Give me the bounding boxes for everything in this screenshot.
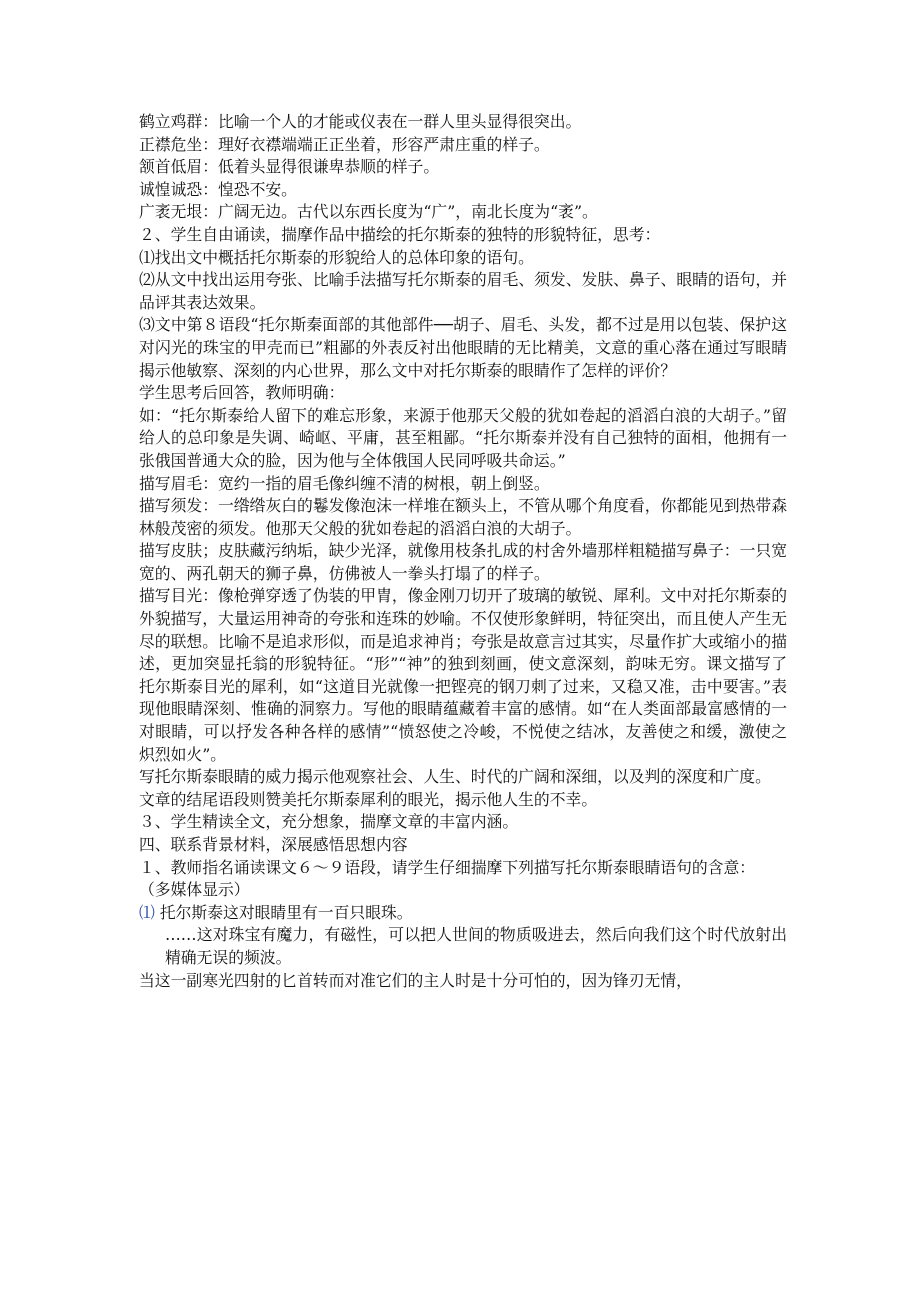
question-2: ⑵从文中找出运用夸张、比喻手法描写托尔斯泰的眉毛、须发、发肤、鼻子、眼睛的语句，并品评其表达效果。 bbox=[139, 270, 787, 312]
quote-list-item bbox=[139, 902, 787, 925]
definition-chenghuang: 诚惶诚恐：惶恐不安。 bbox=[139, 179, 297, 199]
step-2-heading: ２、学生自由诵读，揣摩作品中描绘的托尔斯泰的独特的形貌特征，思考： bbox=[139, 224, 661, 244]
describe-hair: 描写须发：一绺绺灰白的鬈发像泡沫一样堆在额头上，不管从哪个角度看，你都能见到热带森林般茂密的须发。他那天父般的犹如卷起的滔滔白浪的大胡子。 bbox=[139, 496, 787, 538]
describe-skin-nose: 描写皮肤；皮肤藏污纳垢，缺少光泽，就像用枝条扎成的村舍外墙那样粗糙描写鼻子：一只宽宽的、两孔朝天的狮子鼻，仿佛被人一拳头打塌了的样子。 bbox=[139, 541, 787, 583]
definition-zhengjin: 正襟危坐：理好衣襟端端正正坐着，形容严肃庄重的样子。 bbox=[139, 134, 550, 154]
definition-heliji: 鹤立鸡群：比喻一个人的才能或仪表在一群人里头显得很突出。 bbox=[139, 112, 582, 131]
step-1-instruction: １、教师指名诵读课文６～９语段，请学生仔细揣摩下列描写托尔斯泰眼睛语句的含意： bbox=[139, 857, 756, 877]
overall-impression: 如：“托尔斯泰给人留下的难忘形象，来源于他那天父般的犹如卷起的滔滔白浪的大胡子。”留给人的总印象是失调、崎岖、平庸，甚至粗鄙。“托尔斯泰并没有自己独特的面相，他拥有一张俄国普通大众的脸，因为他与全体俄国人民同呼吸共命运。” bbox=[139, 405, 787, 470]
describe-eyes: 描写目光：像枪弹穿透了伪装的甲胄，像金刚刀切开了玻璃的敏锐、犀利。文中对托尔斯泰的外貌描写，大量运用神奇的夸张和连珠的妙喻。不仅使形象鲜明，特征突出，而且使人产生无尽的联想。比喻不是追求形似，而是追求神肖；夸张是故意言过其实，尽量作扩大或缩小的描述，更加突显托翁的形貌特征。“形”“神”的独到刻画，使文意深刻，韵味无穷。课文描写了托尔斯泰目光的犀利，如“这道目光就像一把铿亮的钢刀刺了过来，又稳又准，击中要害。”表现他眼睛深刻、惟确的洞察力。写他的眼睛蕴藏着丰富的感情。如“在人类面部最富感情的一对眼睛，可以抒发各种各样的感情”“愤怒使之冷峻，不悦使之结冰，友善使之和缓，激使之炽烈如火”。 bbox=[139, 586, 787, 764]
question-3: ⑶文中第８语段“托尔斯秦面部的其他部件──胡子、眉毛、头发，都不过是用以包装、保护这对闪光的珠宝的甲壳而已”粗鄙的外表反衬出他眼睛的无比精美，文意的重心落在通过写眼睛揭示他敏察、深刻的内心世界，那么文中对托尔斯泰的眼睛作了怎样的评价？ bbox=[139, 315, 787, 380]
definition-hanshou: 颔首低眉：低着头显得很谦卑恭顺的样子。 bbox=[139, 157, 440, 177]
indented-quote: ……这对珠宝有魔力，有磁性，可以把人世间的物质吸进去，然后向我们这个时代放射出精确无误的频波。 bbox=[165, 925, 787, 967]
describe-eyebrows: 描写眉毛：宽约一指的眉毛像纠缠不清的树根，朝上倒竖。 bbox=[139, 473, 550, 493]
ending-paragraph: 文章的结尾语段则赞美托尔斯泰犀利的眼光，揭示他人生的不幸。 bbox=[139, 789, 598, 809]
definition-guangmao: 广袤无垠：广阔无边。古代以东西长度为“广”，南北长度为“袤”。 bbox=[139, 202, 598, 222]
list-number: ⑴ bbox=[139, 902, 155, 922]
eyes-power: 写托尔斯泰眼睛的威力揭示他观察社会、人生、时代的广阔和深细，以及判的深度和广度。 bbox=[139, 767, 771, 787]
step-3-heading: ３、学生精读全文，充分想象，揣摩文章的丰富内涵。 bbox=[139, 812, 519, 832]
last-line: 当这一副寒光四射的匕首转而对准它们的主人时是十分可怕的，因为锋刃无情， bbox=[139, 970, 692, 990]
teacher-clarify: 学生思考后回答，教师明确： bbox=[139, 383, 345, 403]
list-item-text: 托尔斯泰这对眼睛里有一百只眼珠。 bbox=[154, 902, 413, 922]
document-page bbox=[139, 111, 787, 992]
question-1: ⑴找出文中概括托尔斯泰的形貌给人的总体印象的语句。 bbox=[139, 247, 534, 267]
multimedia-note: （多媒体显示） bbox=[139, 880, 250, 900]
section-4-heading: 四、联系背景材料，深展感悟思想内容 bbox=[139, 835, 408, 854]
